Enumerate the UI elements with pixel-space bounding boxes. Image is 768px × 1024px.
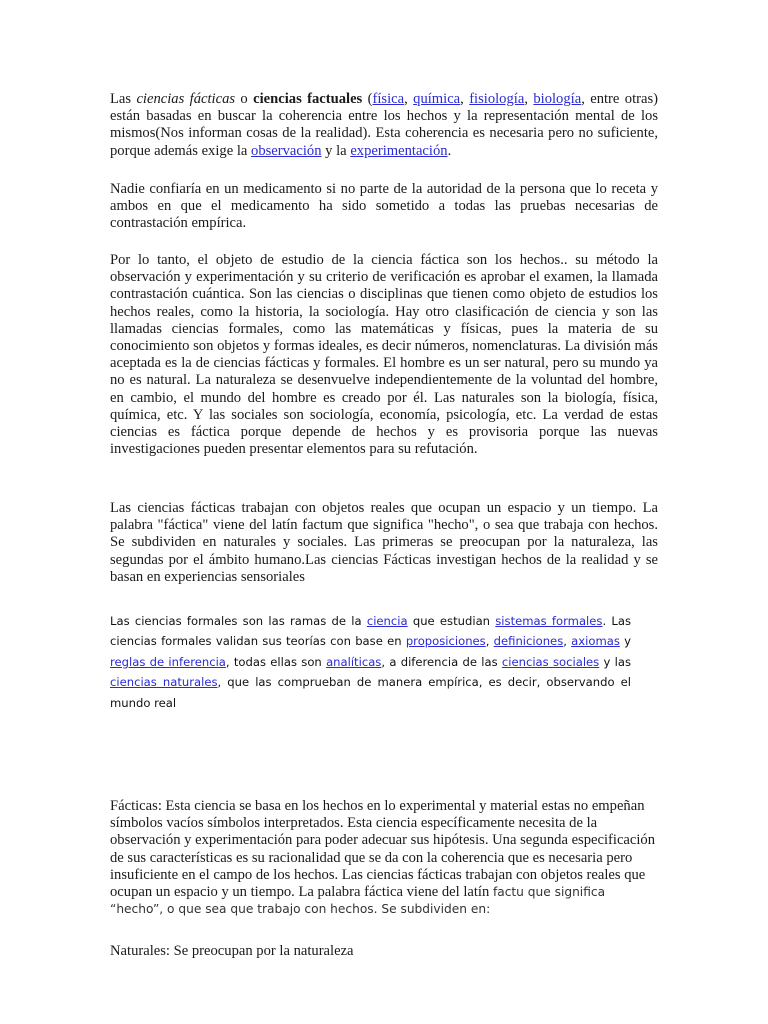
link-ciencia[interactable]: ciencia <box>366 614 408 628</box>
paragraph-naturales: Naturales: Se preocupan por la naturaleza <box>110 943 354 959</box>
term-ciencias-facticas: ciencias fácticas <box>136 91 236 107</box>
paragraph-objetos-reales: Las ciencias fácticas trabajan con objetos reales que ocupan un espacio y un tiempo. La palabra "fáctica" viene del latín factum que significa "hecho", o sea que trabaja con hechos. Se subdividen en naturales y sociales. Las primeras se preocupan por la naturaleza, las segundas por el ámbito humano.Las ciencias Fácticas investigan hechos de la realidad y se basan en experiencias sensoriales <box>110 500 658 585</box>
link-fisica[interactable]: física <box>372 91 405 107</box>
link-ciencias-naturales[interactable]: ciencias naturales <box>110 675 218 690</box>
paragraph-medicamento: Nadie confiaría en un medicamento si no parte de la autoridad de la persona que lo receta y ambos en que el medicamento ha sido sometido a todas las pruebas necesarias de contrastación empírica. <box>110 181 658 232</box>
link-experimentacion[interactable]: experimentación <box>350 142 448 159</box>
paragraph-ciencias-formales: Las ciencias formales son las ramas de la ciencia que estudian sistemas formales. Las ciencias formales validan sus teorías con base en proposiciones, definiciones, axiomas y reglas de inferencia, todas ellas son analíticas, a diferencia de las ciencias sociales y las ciencias naturales, que las comprueban de manera empírica, es decir, observando el mundo real <box>110 614 632 710</box>
paragraph-objeto-de-estudio: Por lo tanto, el objeto de estudio de la ciencia fáctica son los hechos.. su método la observación y experimentación y su criterio de verificación es aprobar el examen, la llamada contrastación cuántica. Son las ciencias o disciplinas que tienen como objeto de estudios los hechos reales, como la historia, la sociología. Hay otro clasificación de ciencia y son las llamadas ciencias formales, como las matemáticas y físicas, pues la materia de su conocimiento son objetos y formas ideales, es decir números, nomenclaturas. La división más aceptada es la de ciencias fácticas y formales. El hombre es un ser natural, pero su mundo ya no es natural. La naturaleza se desenvuelve independientemente de la voluntad del hombre, en cambio, el mundo del hombre es creado por él. Las naturales son la biología, física, química, etc. Y las sociales son sociología, economía, psicología, etc. La verdad de estas ciencias es fáctica porque depende de hechos y es provisoria porque las nuevas investigaciones pueden presentar elementos para su refutación. <box>110 252 658 458</box>
link-observacion[interactable]: observación <box>251 142 322 159</box>
link-axiomas[interactable]: axiomas <box>571 634 620 649</box>
link-ciencias-sociales[interactable]: ciencias sociales <box>501 654 600 669</box>
paragraph-facticas-definicion: Fácticas: Esta ciencia se basa en los hechos en lo experimental y material estas no empeñan símbolos vacíos símbolos interpretados. Esta ciencia específicamente necesita de la observación y experimentación para poder adecuar sus hipótesis. Una segunda especificación de sus características es su racionalidad que se da con la coherencia que es necesaria pero insuficiente en el campo de los hechos. Las ciencias fácticas trabajan con objetos reales que ocupan un espacio y un tiempo. La palabra fáctica viene del latín factu que significa “hecho”, o que sea que trabajo con hechos. Se subdividen en: <box>110 798 656 917</box>
link-proposiciones[interactable]: proposiciones <box>405 634 486 649</box>
paragraph-facticas-tail: factu que significa “hecho”, o que sea que trabajo con hechos. Se subdividen en: <box>110 885 606 917</box>
link-biologia[interactable]: biología <box>533 91 582 107</box>
link-quimica[interactable]: química <box>413 91 461 107</box>
link-fisiologia[interactable]: fisiología <box>469 91 525 107</box>
term-ciencias-factuales: ciencias factuales <box>253 91 363 107</box>
link-sistemas-formales[interactable]: sistemas formales <box>495 614 603 628</box>
paragraph-ciencias-facticas-intro: Las ciencias fácticas o ciencias factuales (física, química, fisiología, biología, entre otras) están basadas en buscar la coherencia entre los hechos y la representación mental de los mismos(Nos informan cosas de la realidad). Esta coherencia es necesaria pero no suficiente, porque además exige la observación y la experimentación. <box>110 91 659 159</box>
link-analiticas[interactable]: analíticas <box>326 654 382 669</box>
link-definiciones[interactable]: definiciones <box>493 634 564 649</box>
link-reglas-de-inferencia[interactable]: reglas de inferencia <box>110 654 226 669</box>
